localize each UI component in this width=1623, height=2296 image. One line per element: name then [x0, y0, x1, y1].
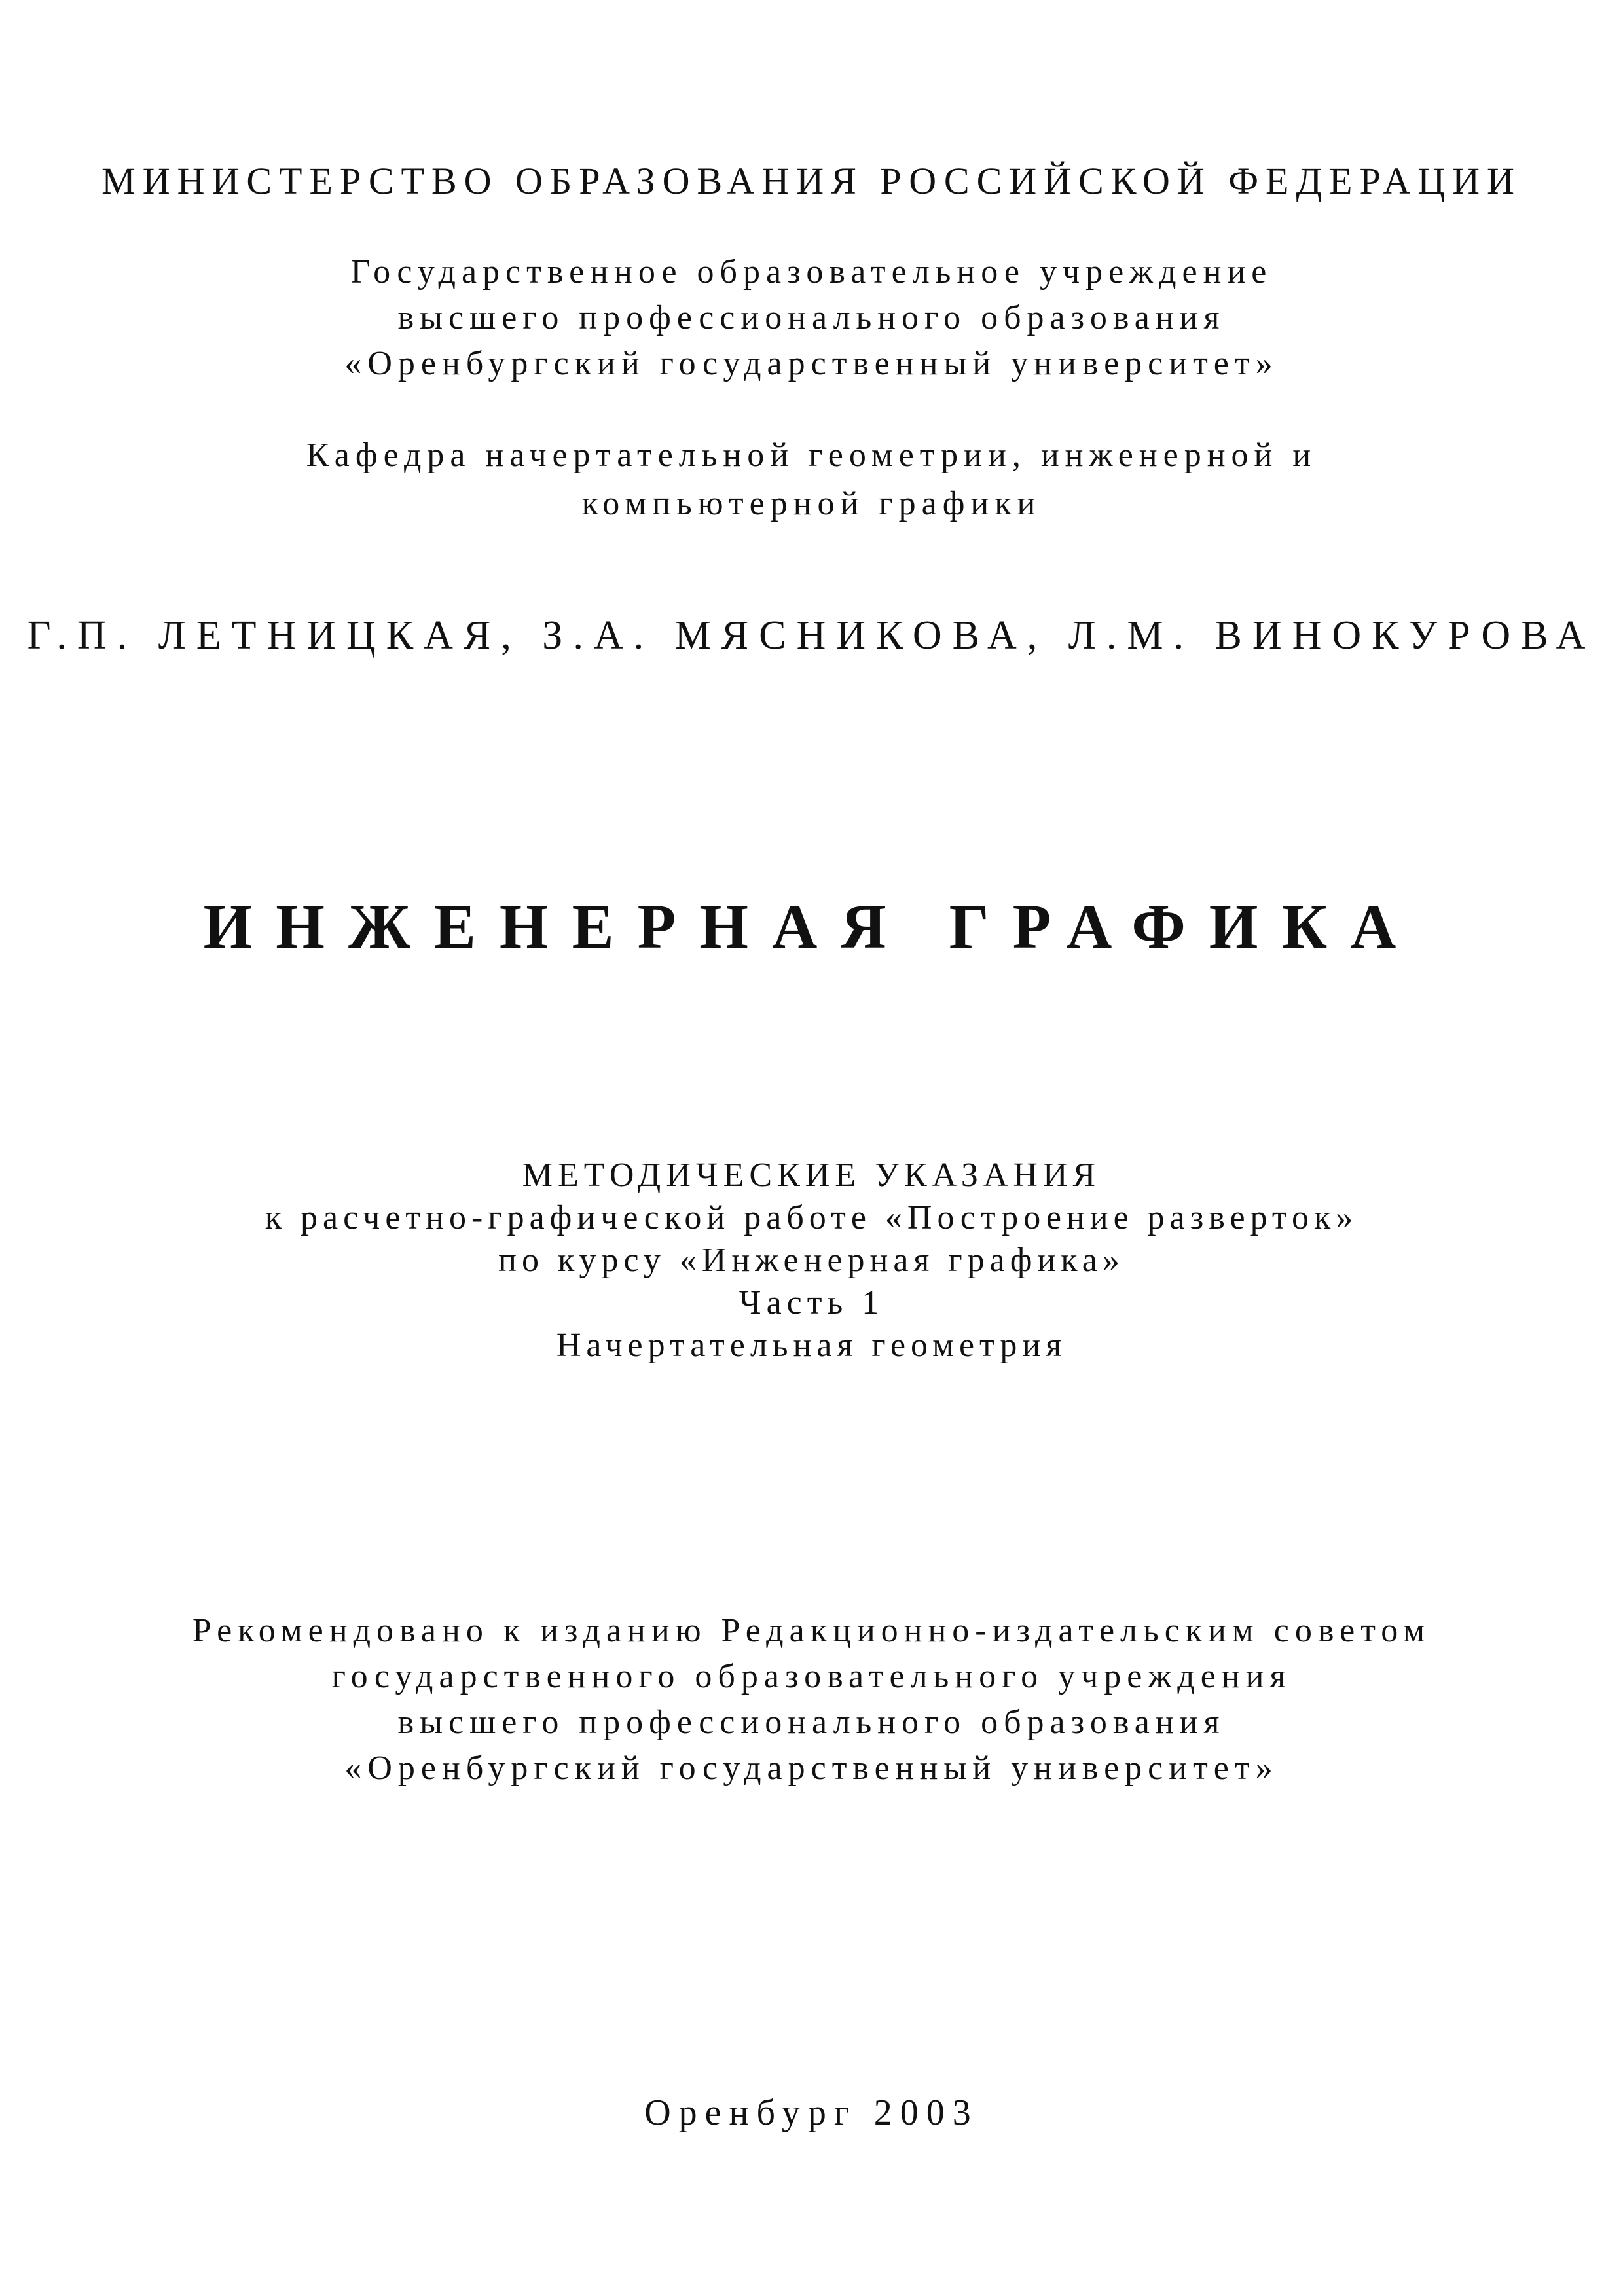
subtitle-line-3: по курсу «Инженерная графика»	[498, 1242, 1125, 1279]
subtitle-line-4: Часть 1	[739, 1284, 884, 1321]
recommendation-line-1: Рекомендовано к изданию Редакционно-издательским советом	[192, 1612, 1431, 1649]
document-title: ИНЖЕНЕРНАЯ ГРАФИКА	[203, 891, 1420, 961]
subtitle-line-2: к расчетно-графической работе «Построение разверток»	[264, 1199, 1359, 1236]
recommendation-line-3: высшего профессионального образования	[397, 1704, 1226, 1741]
institution-line-2: высшего профессионального образования	[397, 299, 1226, 336]
department-line-2: компьютерной графики	[581, 485, 1042, 522]
recommendation-line-2: государственного образовательного учреждения	[331, 1658, 1292, 1695]
recommendation-line-4: «Оренбургский государственный университет»	[344, 1749, 1279, 1787]
institution-line-3: «Оренбургский государственный университет»	[344, 345, 1279, 382]
subtitle-line-5: Начертательная геометрия	[556, 1327, 1067, 1364]
subtitle-line-1: МЕТОДИЧЕСКИЕ УКАЗАНИЯ	[522, 1157, 1101, 1194]
ministry-heading: МИНИСТЕРСТВО ОБРАЗОВАНИЯ РОССИЙСКОЙ ФЕДЕРАЦИИ	[101, 160, 1522, 202]
city-year: Оренбург 2003	[644, 2092, 979, 2133]
institution-line-1: Государственное образовательное учреждение	[350, 253, 1273, 291]
authors: Г.П. ЛЕТНИЦКАЯ, З.А. МЯСНИКОВА, Л.М. ВИНОКУРОВА	[27, 613, 1596, 658]
department-line-1: Кафедра начертательной геометрии, инженерной и	[306, 437, 1317, 474]
